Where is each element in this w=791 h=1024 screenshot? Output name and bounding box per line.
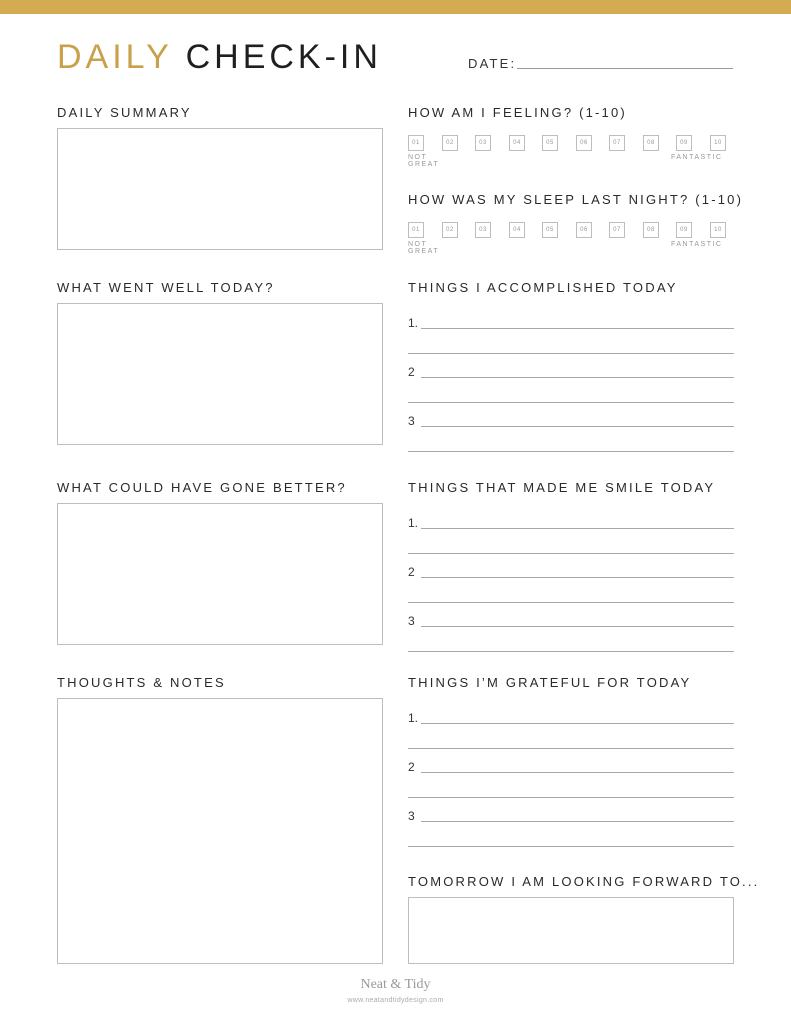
writing-line[interactable]	[421, 426, 734, 427]
writing-line[interactable]	[408, 748, 734, 749]
date-label: DATE:	[468, 56, 517, 71]
page-title	[57, 38, 382, 77]
writing-line[interactable]	[408, 651, 734, 652]
rating-box-08[interactable]: 08	[643, 222, 659, 238]
brand-logo: Neat & Tidy	[360, 977, 431, 992]
rating-box-07[interactable]: 07	[609, 222, 625, 238]
rating-box-03[interactable]: 03	[475, 135, 491, 151]
writing-line[interactable]	[421, 772, 734, 773]
rating-box-02[interactable]: 02	[442, 222, 458, 238]
scale-low-label: NOT GREAT	[408, 154, 440, 168]
title-part-daily: DAILY	[57, 38, 173, 76]
writing-line[interactable]	[421, 528, 734, 529]
list-number: 2	[408, 760, 415, 774]
rating-box-07[interactable]: 07	[609, 135, 625, 151]
rating-box-06[interactable]: 06	[576, 135, 592, 151]
feeling-heading: HOW AM I FEELING? (1-10)	[408, 105, 627, 120]
grateful-heading: THINGS I’M GRATEFUL FOR TODAY	[408, 675, 692, 690]
tomorrow-box[interactable]	[408, 897, 734, 964]
writing-line[interactable]	[421, 377, 734, 378]
list-number: 3	[408, 809, 415, 823]
writing-line[interactable]	[421, 577, 734, 578]
daily-summary-box[interactable]	[57, 128, 383, 250]
writing-line[interactable]	[408, 797, 734, 798]
writing-line[interactable]	[408, 553, 734, 554]
date-field[interactable]	[517, 68, 733, 69]
tomorrow-heading: TOMORROW I AM LOOKING FORWARD TO...	[408, 874, 760, 889]
list-number: 2	[408, 365, 415, 379]
rating-box-05[interactable]: 05	[542, 222, 558, 238]
rating-box-08[interactable]: 08	[643, 135, 659, 151]
top-accent-bar	[0, 0, 791, 14]
writing-line[interactable]	[408, 451, 734, 452]
list-number: 1.	[408, 516, 419, 530]
list-number: 3	[408, 614, 415, 628]
scale-low-label: NOT GREAT	[408, 241, 440, 255]
writing-line[interactable]	[421, 821, 734, 822]
rating-box-05[interactable]: 05	[542, 135, 558, 151]
thoughts-notes-heading: THOUGHTS & NOTES	[57, 675, 226, 690]
list-number: 3	[408, 414, 415, 428]
rating-box-01[interactable]: 01	[408, 222, 424, 238]
list-number: 2	[408, 565, 415, 579]
writing-line[interactable]	[421, 626, 734, 627]
rating-box-01[interactable]: 01	[408, 135, 424, 151]
gone-better-heading: WHAT COULD HAVE GONE BETTER?	[57, 480, 347, 495]
rating-box-06[interactable]: 06	[576, 222, 592, 238]
rating-box-10[interactable]: 10	[710, 222, 726, 238]
rating-box-09[interactable]: 09	[676, 222, 692, 238]
smile-heading: THINGS THAT MADE ME SMILE TODAY	[408, 480, 716, 495]
scale-high-label: FANTASTIC	[671, 154, 723, 161]
accomplished-heading: THINGS I ACCOMPLISHED TODAY	[408, 280, 678, 295]
list-number: 1.	[408, 711, 419, 725]
went-well-box[interactable]	[57, 303, 383, 445]
title-part-checkin: CHECK-IN	[185, 38, 382, 76]
brand-url: www.neatandtidydesign.com	[347, 997, 444, 1004]
rating-box-09[interactable]: 09	[676, 135, 692, 151]
writing-line[interactable]	[421, 723, 734, 724]
writing-line[interactable]	[408, 846, 734, 847]
thoughts-notes-box[interactable]	[57, 698, 383, 964]
writing-line[interactable]	[408, 353, 734, 354]
rating-box-04[interactable]: 04	[509, 222, 525, 238]
rating-box-04[interactable]: 04	[509, 135, 525, 151]
scale-high-label: FANTASTIC	[671, 241, 723, 248]
gone-better-box[interactable]	[57, 503, 383, 645]
went-well-heading: WHAT WENT WELL TODAY?	[57, 280, 275, 295]
sleep-heading: HOW WAS MY SLEEP LAST NIGHT? (1-10)	[408, 192, 744, 207]
rating-box-02[interactable]: 02	[442, 135, 458, 151]
list-number: 1.	[408, 316, 419, 330]
rating-box-03[interactable]: 03	[475, 222, 491, 238]
writing-line[interactable]	[408, 602, 734, 603]
daily-summary-heading: DAILY SUMMARY	[57, 105, 192, 120]
rating-box-10[interactable]: 10	[710, 135, 726, 151]
writing-line[interactable]	[421, 328, 734, 329]
writing-line[interactable]	[408, 402, 734, 403]
